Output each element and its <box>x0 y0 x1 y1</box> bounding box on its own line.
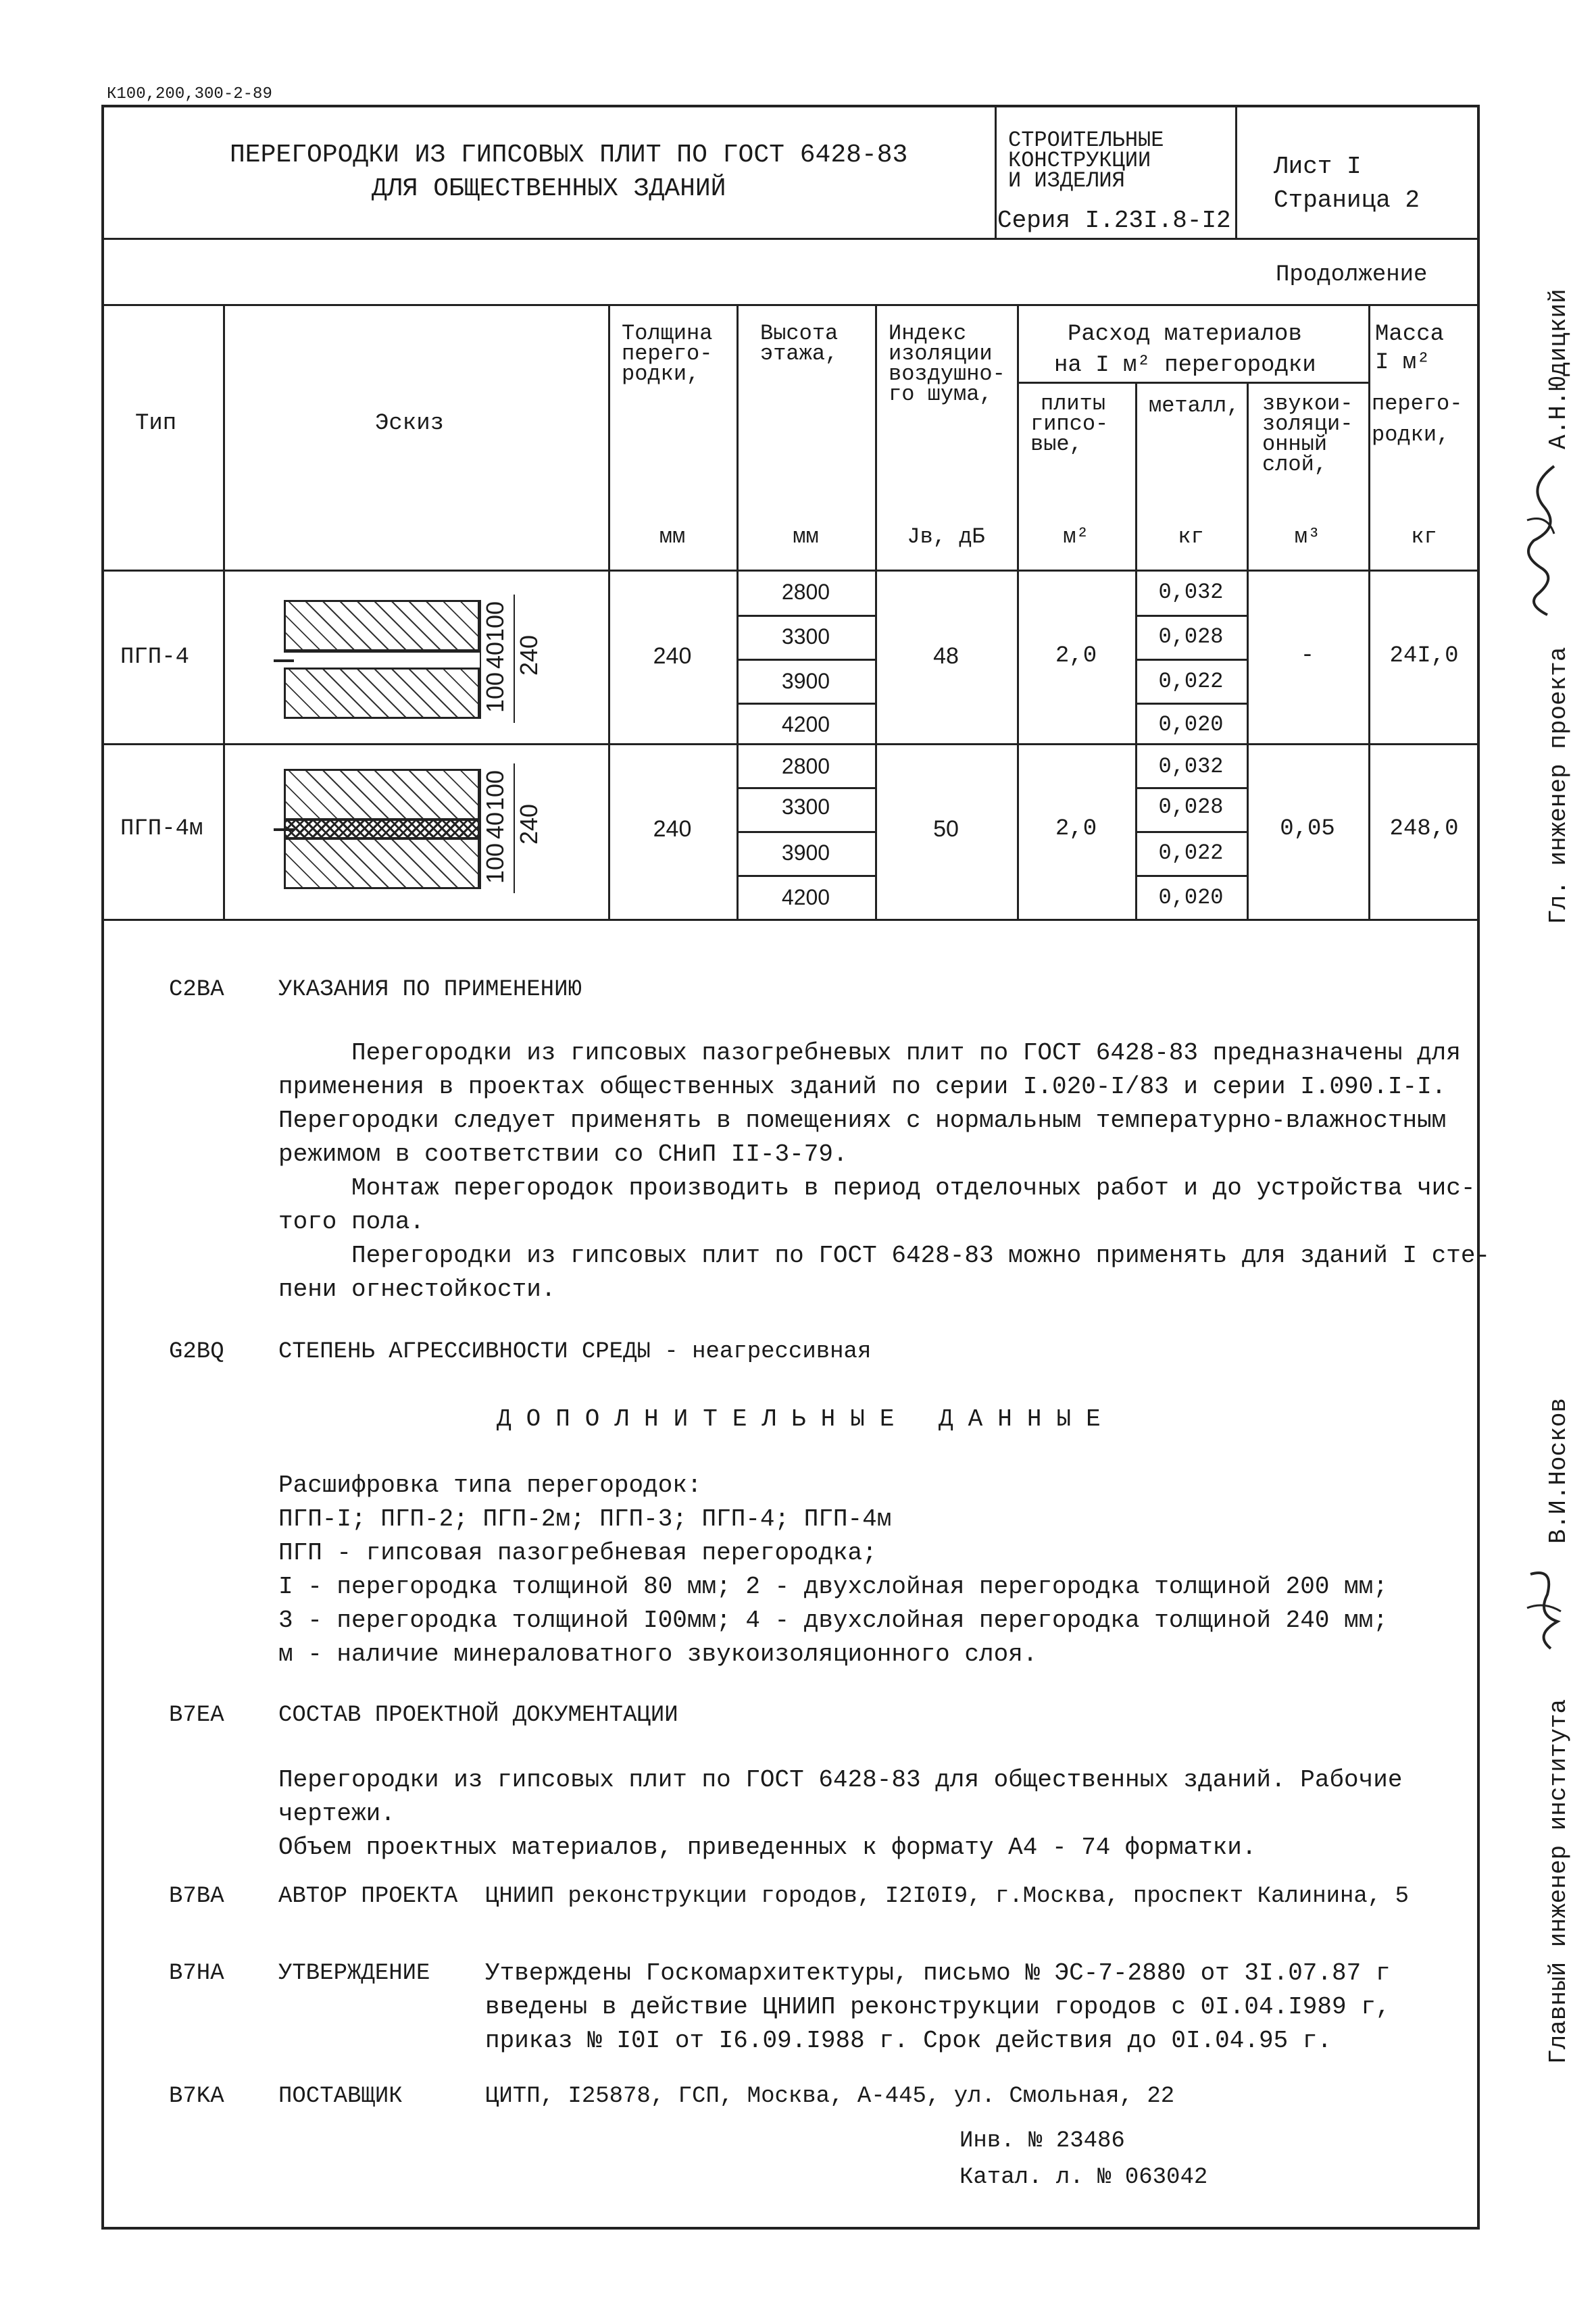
row1-mass: 24I,0 <box>1389 643 1459 669</box>
col-header-sound-4: слой, <box>1262 452 1328 477</box>
h-line <box>1135 703 1247 705</box>
usage-line-2: применения в проектах общественных зданий по серии I.020-I/83 и серии I.090.I-I. <box>278 1073 1447 1101</box>
col-header-plates-2: гипсо- <box>1030 411 1109 436</box>
row2-height-2: 3300 <box>781 795 830 819</box>
decoding-line-3: ПГП - гипсовая пазогребневая перегородка; <box>278 1539 877 1567</box>
col-header-mass-1: Масса <box>1375 322 1445 347</box>
row2-mass: 248,0 <box>1389 816 1459 842</box>
unit-metal: кг <box>1178 524 1204 549</box>
row1-metal-2: 0,028 <box>1158 624 1224 649</box>
row2-sketch-insulation <box>284 819 480 839</box>
row1-sketch-panel-bottom <box>284 668 480 719</box>
h-line <box>1135 787 1247 789</box>
page-label: Страница 2 <box>1274 186 1420 214</box>
row2-metal-1: 0,032 <box>1158 754 1224 779</box>
usage-line-7: Перегородки из гипсовых плит по ГОСТ 6428-83 можно применять для зданий I сте- <box>278 1242 1491 1269</box>
docs-title: СОСТАВ ПРОЕКТНОЙ ДОКУМЕНТАЦИИ <box>278 1703 678 1728</box>
col-header-index-2: изоляции <box>889 341 993 366</box>
col-header-index-4: го шума, <box>889 382 993 407</box>
row2-sketch-joint <box>274 828 294 831</box>
col-header-height-2: этажа, <box>760 341 839 366</box>
continuation-label: Продолжение <box>1276 262 1428 288</box>
col-line-height <box>737 304 739 920</box>
approval-line-2: введены в действие ЦНИИП реконструкции городов с 0I.04.I989 г, <box>485 1993 1391 2021</box>
col-header-plates-3: вые, <box>1030 432 1082 457</box>
usage-line-1: Перегородки из гипсовых пазогребневых плит по ГОСТ 6428-83 предназначены для <box>278 1039 1461 1067</box>
row2-height-1: 2800 <box>781 754 830 778</box>
row2-index: 50 <box>933 816 959 842</box>
supplier-code: B7KA <box>169 2084 224 2109</box>
margin-chief-institute-name: В.И.Носков <box>1545 1397 1572 1544</box>
title-line-1: ПЕРЕГОРОДКИ ИЗ ГИПСОВЫХ ПЛИТ ПО ГОСТ 6428-83 <box>230 141 908 170</box>
h-line <box>1135 831 1247 833</box>
usage-line-3: Перегородки следует применять в помещениях с нормальным температурно-влажностным <box>278 1107 1447 1134</box>
aggr-text: СТЕПЕНЬ АГРЕССИВНОСТИ СРЕДЫ - неагрессивная <box>278 1339 872 1365</box>
row1-thickness: 240 <box>653 643 692 669</box>
signature-chief-project <box>1514 459 1568 622</box>
col-header-sound-1: звукои- <box>1262 391 1353 416</box>
supplier-text: ЦИТП, I25878, ГСП, Москва, А-445, ул. Смольная, 22 <box>485 2084 1175 2109</box>
unit-mass: кг <box>1411 524 1437 549</box>
col-header-consumption-2: на I м² перегородки <box>1054 353 1316 378</box>
header-vline-1 <box>995 105 997 239</box>
unit-index: Jв, дБ <box>907 524 985 549</box>
row-divider <box>101 743 1480 745</box>
col-header-consumption-1: Расход материалов <box>1068 322 1302 347</box>
approval-code: B7HA <box>169 1961 224 1986</box>
col-header-sound-3: онный <box>1262 432 1328 457</box>
decoding-line-5: 3 - перегородка толщиной I00мм; 4 - двухслойная перегородка толщиной 240 мм; <box>278 1607 1388 1634</box>
header-bottom-line <box>101 570 1480 572</box>
unit-sound: м³ <box>1294 524 1321 549</box>
section-line-3: И ИЗДЕЛИЯ <box>1008 168 1125 193</box>
margin-chief-institute-engineer: Главный инженер института <box>1545 1699 1572 2064</box>
col-header-sound-2: золяци- <box>1262 411 1353 436</box>
col-header-mass-2: I м² <box>1375 350 1430 376</box>
row2-type: ПГП-4м <box>120 816 203 842</box>
row1-dim-2: 40 <box>481 641 509 669</box>
row2-dim-3: 100 <box>481 842 509 884</box>
col-header-mass-3: перего- <box>1372 391 1463 416</box>
document-code: К100,200,300-2-89 <box>107 85 272 103</box>
h-line <box>737 875 875 877</box>
aggr-code: G2BQ <box>169 1339 224 1365</box>
h-line <box>1135 875 1247 877</box>
row1-plates: 2,0 <box>1055 643 1097 669</box>
sheet-label: Лист I <box>1274 153 1362 180</box>
decoding-line-4: I - перегородка толщиной 80 мм; 2 - двухслойная перегородка толщиной 200 мм; <box>278 1573 1388 1601</box>
row2-sketch-panel-top <box>284 769 480 820</box>
row1-dim-4: 240 <box>515 634 543 676</box>
row2-thickness: 240 <box>653 816 692 842</box>
approval-line-1: Утверждены Госкомархитектуры, письмо № ЭС-7-2880 от 3I.07.87 г <box>485 1959 1391 1987</box>
usage-line-6: того пола. <box>278 1208 425 1236</box>
row1-index: 48 <box>933 643 959 669</box>
table-top-line <box>101 304 1480 306</box>
row1-sound: - <box>1300 643 1315 669</box>
col-header-metal: металл, <box>1149 393 1240 418</box>
h-line <box>737 615 875 617</box>
unit-plates: м² <box>1063 524 1089 549</box>
section-line-1: СТРОИТЕЛЬНЫЕ <box>1008 128 1164 153</box>
decoding-line-2: ПГП-I; ПГП-2; ПГП-2м; ПГП-3; ПГП-4; ПГП-4м <box>278 1505 892 1533</box>
inventory-number: Инв. № 23486 <box>959 2128 1125 2154</box>
row2-metal-4: 0,020 <box>1158 885 1224 910</box>
row1-metal-1: 0,032 <box>1158 580 1224 605</box>
row1-height-1: 2800 <box>781 580 830 604</box>
approval-line-3: приказ № I0I от I6.09.I988 г. Срок действия до 0I.04.95 г. <box>485 2027 1332 2055</box>
row1-type: ПГП-4 <box>120 645 190 670</box>
row1-height-3: 3900 <box>781 669 830 693</box>
row2-height-4: 4200 <box>781 885 830 909</box>
row1-height-4: 4200 <box>781 712 830 736</box>
unit-height: мм <box>793 524 819 549</box>
col-line-metal <box>1135 382 1137 920</box>
approval-label: УТВЕРЖДЕНИЕ <box>278 1961 430 1986</box>
docs-line-3: Объем проектных материалов, приведенных к формату А4 - 74 форматки. <box>278 1834 1257 1861</box>
header-divider <box>101 238 1480 240</box>
usage-title: УКАЗАНИЯ ПО ПРИМЕНЕНИЮ <box>278 977 582 1003</box>
margin-chief-project-name: А.Н.Юдицкий <box>1545 288 1572 449</box>
usage-line-5: Монтаж перегородок производить в период отделочных работ и до устройства чис- <box>278 1174 1476 1202</box>
col-header-mass-4: родки, <box>1372 422 1450 447</box>
docs-code: B7EA <box>169 1703 224 1728</box>
title-line-2: ДЛЯ ОБЩЕСТВЕННЫХ ЗДАНИЙ <box>372 174 726 203</box>
row2-height-3: 3900 <box>781 840 830 865</box>
table-bottom-line <box>101 919 1480 921</box>
h-line <box>737 703 875 705</box>
unit-thickness: мм <box>659 524 686 549</box>
col-header-sketch: Эскиз <box>375 411 445 436</box>
col-header-index-3: воздушно- <box>889 361 1005 386</box>
row2-sound: 0,05 <box>1280 816 1335 842</box>
row2-dim-2: 40 <box>481 811 509 839</box>
author-code: B7BA <box>169 1884 224 1909</box>
consumption-subheader-line <box>1017 382 1370 384</box>
row1-sketch-joint <box>274 659 294 662</box>
col-header-thickness-1: Толщина <box>622 321 713 346</box>
decoding-line-1: Расшифровка типа перегородок: <box>278 1472 702 1499</box>
decoding-line-6: м - наличие минераловатного звукоизоляционного слоя. <box>278 1640 1038 1668</box>
usage-line-4: режимом в соответствии со СНиП II-3-79. <box>278 1140 848 1168</box>
col-header-plates-1: плиты <box>1041 391 1106 416</box>
col-line-sketch <box>223 304 225 920</box>
row1-dim-1: 100 <box>481 601 509 642</box>
row2-metal-2: 0,028 <box>1158 795 1224 820</box>
author-text: ЦНИИП реконструкции городов, I2I0I9, г.Москва, проспект Калинина, 5 <box>485 1884 1410 1909</box>
row2-sketch-panel-bottom <box>284 838 480 889</box>
usage-code: C2BA <box>169 977 224 1003</box>
usage-line-8: пени огнестойкости. <box>278 1276 556 1303</box>
col-header-thickness-2: перего- <box>622 341 713 366</box>
row1-sketch-panel-top <box>284 600 480 651</box>
col-header-type: Тип <box>135 411 177 436</box>
margin-chief-project-engineer: Гл. инженер проекта <box>1545 647 1572 924</box>
series-label: Серия I.23I.8-I2 <box>997 207 1231 234</box>
additional-title: ДОПОЛНИТЕЛЬНЫЕ ДАННЫЕ <box>497 1405 1116 1433</box>
docs-line-2: чертежи. <box>278 1800 395 1828</box>
row2-metal-3: 0,022 <box>1158 840 1224 865</box>
row2-dim-4: 240 <box>515 803 543 845</box>
supplier-label: ПОСТАВЩИК <box>278 2084 403 2109</box>
docs-line-1: Перегородки из гипсовых плит по ГОСТ 6428-83 для общественных зданий. Рабочие <box>278 1766 1403 1794</box>
h-line <box>1135 659 1247 661</box>
section-line-2: КОНСТРУКЦИИ <box>1008 148 1151 173</box>
row1-height-2: 3300 <box>781 624 830 649</box>
col-header-thickness-3: родки, <box>622 361 700 386</box>
row1-metal-4: 0,020 <box>1158 712 1224 737</box>
col-header-index-1: Индекс <box>889 321 967 346</box>
row2-dim-1: 100 <box>481 770 509 811</box>
signature-chief-institute <box>1520 1561 1568 1655</box>
author-label: АВТОР ПРОЕКТА <box>278 1884 458 1909</box>
col-header-height-1: Высота <box>760 321 839 346</box>
h-line <box>737 659 875 661</box>
row1-metal-3: 0,022 <box>1158 669 1224 694</box>
row2-plates: 2,0 <box>1055 816 1097 842</box>
h-line <box>737 831 875 833</box>
catalog-number: Катал. л. № 063042 <box>959 2165 1208 2190</box>
row1-sketch-gap-line <box>284 651 480 653</box>
h-line <box>1135 615 1247 617</box>
row1-dim-3: 100 <box>481 672 509 713</box>
header-vline-2 <box>1235 105 1237 239</box>
h-line <box>737 787 875 789</box>
